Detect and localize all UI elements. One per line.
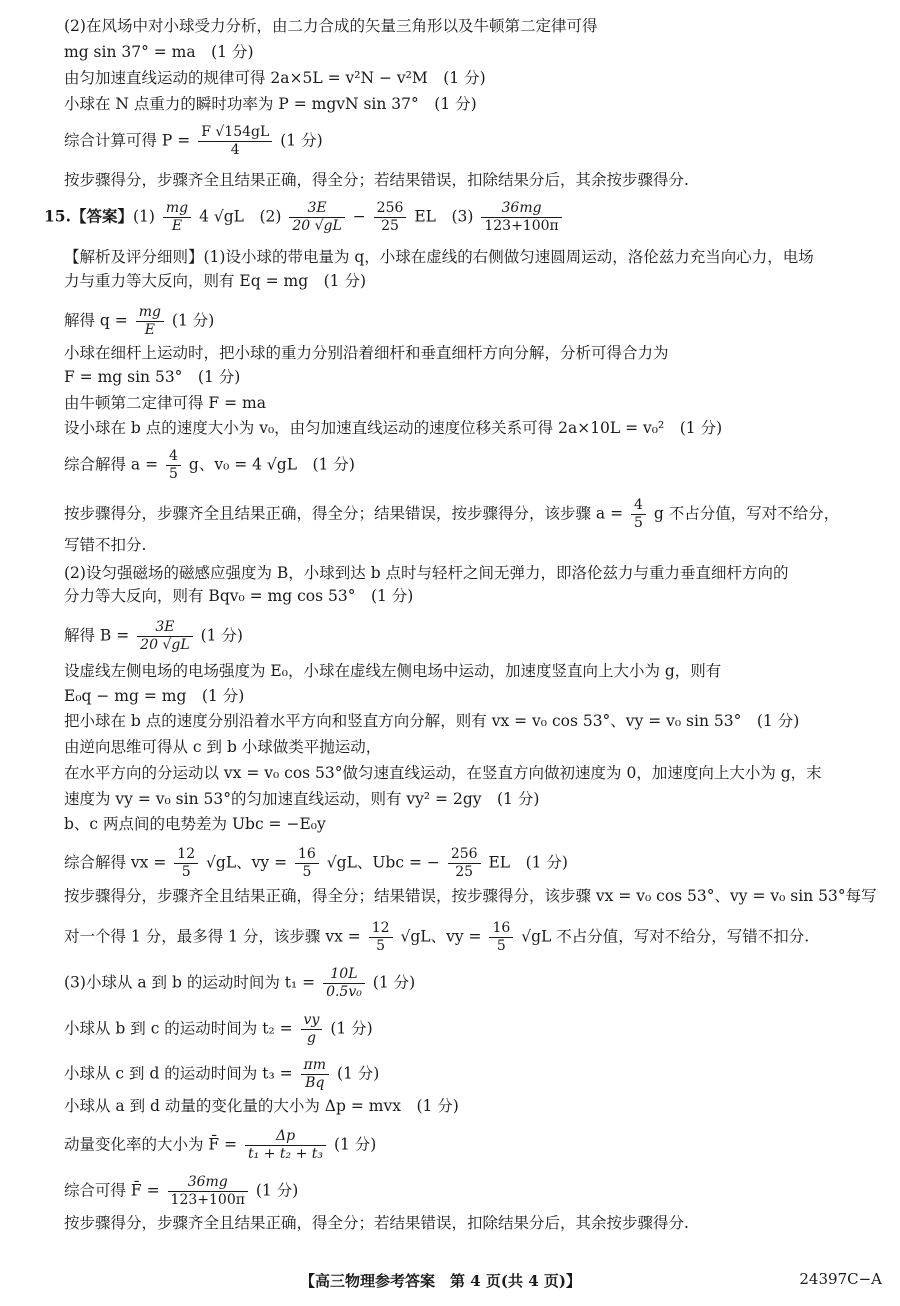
- text: √gL、Ubc = −: [326, 853, 440, 872]
- denominator: 123+100π: [484, 218, 559, 234]
- part3-line-3: [64, 1057, 379, 1092]
- p14-line-1: (2)在风场中对小球受力分析，由二力合成的矢量三角形以及牛顿第二定律可得: [64, 17, 598, 35]
- part3-line-6: [64, 1174, 298, 1209]
- fraction: [369, 920, 393, 955]
- text: g 不占分值，写对不给分，: [653, 504, 840, 523]
- text: (3)小球从 a 到 b 的运动时间为 t₁ =: [64, 973, 316, 992]
- numerator: πm: [301, 1057, 329, 1075]
- denominator: Bq: [305, 1075, 325, 1091]
- fraction: [136, 304, 164, 339]
- numerator: 12: [174, 846, 198, 864]
- text: EL (1 分): [488, 853, 568, 872]
- fraction: [301, 1012, 323, 1047]
- text: g、v₀ = 4 √gL (1 分): [188, 455, 355, 474]
- part2-line-3: [64, 619, 243, 654]
- fraction: [301, 1057, 329, 1092]
- numerator: 12: [369, 920, 393, 938]
- denominator: 20 √gL: [292, 218, 342, 234]
- numerator: mg: [163, 200, 191, 218]
- text: 按步骤得分，步骤齐全且结果正确，得全分；结果错误，按步骤得分，该步骤 a =: [64, 504, 624, 523]
- answer-label: 15.【答案】: [44, 206, 133, 226]
- part3-line-1: [64, 966, 415, 1001]
- denominator: 5: [376, 938, 386, 954]
- text: (1 分): [330, 1019, 373, 1038]
- fraction: [168, 1174, 248, 1209]
- fraction: [481, 200, 561, 235]
- analysis-line-7: 设小球在 b 点的速度大小为 v₀，由匀加速直线运动的速度位移关系可得 2a×10L = v₀² (1 分): [64, 419, 723, 437]
- part2-line-5: E₀q − mg = mg (1 分): [64, 687, 245, 705]
- part2-line-13: [64, 920, 809, 955]
- numerator: 256: [374, 200, 407, 218]
- text: √gL、vy =: [400, 927, 482, 946]
- fraction: [631, 497, 646, 532]
- part2-line-12: 按步骤得分，步骤齐全且结果正确，得全分；结果错误，按步骤得分，该步骤 vx = v₀ cos 53°、vy = v₀ sin 53°每写: [64, 887, 877, 905]
- text: (1 分): [171, 311, 215, 330]
- denominator: 5: [169, 466, 178, 482]
- text: (1 分): [336, 1064, 380, 1083]
- numerator: 4: [166, 448, 181, 466]
- analysis-line-2: 力与重力等大反向，则有 Eq = mg (1 分): [64, 272, 367, 290]
- text: 动量变化率的大小为 F̄ =: [64, 1135, 238, 1154]
- text: (1 分): [333, 1135, 377, 1154]
- analysis-line-1: 【解析及评分细则】(1)设小球的带电量为 q，小球在虚线的右侧做匀速圆周运动，洛伦兹力充当向心力，电场: [64, 248, 814, 266]
- denominator: g: [306, 1030, 316, 1046]
- text: EL (3): [414, 207, 474, 226]
- denominator: 5: [302, 864, 312, 880]
- part2-line-4: 设虚线左侧电场的电场强度为 E₀，小球在虚线左侧电场中运动，加速度竖直向上大小为 g，则有: [64, 662, 722, 680]
- numerator: vy: [301, 1012, 323, 1030]
- numerator: 4: [631, 497, 646, 515]
- part2-line-9: 速度为 vy = v₀ sin 53°的匀加速直线运动，则有 vy² = 2gy (1 分): [64, 790, 540, 808]
- part2-line-10: b、c 两点间的电势差为 Ubc = −E₀y: [64, 815, 326, 833]
- fraction: [166, 448, 181, 483]
- text: (1 分): [280, 131, 323, 150]
- fraction: [137, 619, 192, 654]
- denominator: 5: [634, 515, 643, 531]
- text: (1 分): [200, 626, 243, 645]
- text: 综合解得 a =: [64, 455, 159, 474]
- numerator: F √154gL: [198, 124, 272, 142]
- denominator: E: [144, 322, 155, 338]
- part3-line-4: 小球从 a 到 d 动量的变化量的大小为 Δp = mvx (1 分): [64, 1097, 459, 1115]
- numerator: 10L: [323, 966, 365, 984]
- numerator: 36mg: [168, 1174, 248, 1192]
- part2-line-1: (2)设匀强磁场的磁感应强度为 B，小球到达 b 点时与轻杆之间无弹力，即洛伦兹力与重力垂直细杆方向的: [64, 564, 789, 582]
- denominator: 25: [381, 218, 399, 234]
- fraction: [295, 846, 319, 881]
- text: (1 分): [372, 973, 416, 992]
- text: (1): [132, 207, 155, 226]
- analysis-line-6: 由牛顿第二定律可得 F = ma: [64, 394, 266, 412]
- p14-line-3: 由匀加速直线运动的规律可得 2a×5L = v²N − v²M (1 分): [64, 69, 486, 87]
- fraction: [448, 846, 481, 881]
- text: 4 √gL (2): [199, 207, 282, 226]
- text: 解得 B =: [64, 626, 130, 645]
- text: 综合解得 vx =: [64, 853, 167, 872]
- numerator: 3E: [289, 200, 344, 218]
- numerator: 36mg: [481, 200, 561, 218]
- analysis-line-5: F = mg sin 53° (1 分): [64, 368, 241, 386]
- fraction: [489, 920, 513, 955]
- analysis-line-9: [64, 497, 839, 532]
- fraction: [174, 846, 198, 881]
- denominator: t₁ + t₂ + t₃: [248, 1146, 324, 1162]
- numerator: mg: [136, 304, 164, 322]
- part2-line-6: 把小球在 b 点的速度分别沿着水平方向和竖直方向分解，则有 vx = v₀ cos 53°、vy = v₀ sin 53° (1 分): [64, 712, 800, 730]
- text: 综合可得 F̄ =: [64, 1181, 160, 1200]
- p14-line-5: [64, 124, 323, 159]
- fraction: [374, 200, 407, 235]
- analysis-line-3: [64, 304, 214, 339]
- text: 综合计算可得 P =: [64, 131, 191, 150]
- denominator: 4: [230, 142, 240, 158]
- text: 对一个得 1 分，最多得 1 分，该步骤 vx =: [64, 927, 361, 946]
- denominator: 0.5v₀: [326, 984, 362, 1000]
- denominator: 25: [455, 864, 474, 880]
- part3-line-2: [64, 1012, 373, 1047]
- denominator: 5: [496, 938, 506, 954]
- fraction: [198, 124, 272, 159]
- part3-scoring-note: 按步骤得分，步骤齐全且结果正确，得全分；若结果错误，扣除结果分后，其余按步骤得分.: [64, 1214, 689, 1232]
- analysis-line-10: 写错不扣分.: [64, 536, 147, 554]
- analysis-line-8: [64, 448, 355, 483]
- p14-line-2: mg sin 37° = ma (1 分): [64, 43, 254, 61]
- text: √gL、vy =: [206, 853, 288, 872]
- analysis-line-4: 小球在细杆上运动时，把小球的重力分别沿着细杆和垂直细杆方向分解，分析可得合力为: [64, 344, 669, 362]
- numerator: 16: [295, 846, 319, 864]
- numerator: 256: [448, 846, 481, 864]
- denominator: 5: [181, 864, 191, 880]
- denominator: E: [171, 218, 183, 234]
- fraction: [289, 200, 344, 235]
- numerator: 3E: [137, 619, 192, 637]
- text: 小球从 c 到 d 的运动时间为 t₃ =: [64, 1064, 293, 1083]
- part2-line-2: 分力等大反向，则有 Bqv₀ = mg cos 53° (1 分): [64, 587, 414, 605]
- fraction: [323, 966, 365, 1001]
- part2-line-11: [64, 846, 568, 881]
- footer-code: 24397C−A: [799, 1270, 882, 1288]
- fraction: [245, 1128, 326, 1163]
- denominator: 20 √gL: [140, 637, 190, 653]
- footer-title: 【高三物理参考答案 第 4 页(共 4 页)】: [300, 1272, 581, 1290]
- part2-line-8: 在水平方向的分运动以 vx = v₀ cos 53°做匀速直线运动，在竖直方向做初速度为 0，加速度向上大小为 g，末: [64, 764, 822, 782]
- numerator: Δp: [245, 1128, 326, 1146]
- part3-line-5: [64, 1128, 376, 1163]
- fraction: [163, 200, 191, 235]
- p14-line-4: 小球在 N 点重力的瞬时功率为 P = mgvN sin 37° (1 分): [64, 95, 477, 113]
- denominator: 123+100π: [170, 1192, 245, 1208]
- numerator: 16: [489, 920, 513, 938]
- text: 解得 q =: [64, 311, 128, 330]
- text: −: [352, 207, 366, 226]
- p14-scoring-note: 按步骤得分，步骤齐全且结果正确，得全分；若结果错误，扣除结果分后，其余按步骤得分.: [64, 171, 689, 189]
- text: 小球从 b 到 c 的运动时间为 t₂ =: [64, 1019, 293, 1038]
- text: √gL 不占分值，写对不给分，写错不扣分.: [521, 927, 810, 946]
- q15-answer: [44, 200, 565, 235]
- part2-line-7: 由逆向思维可得从 c 到 b 小球做类平抛运动，: [64, 738, 382, 756]
- text: (1 分): [255, 1181, 299, 1200]
